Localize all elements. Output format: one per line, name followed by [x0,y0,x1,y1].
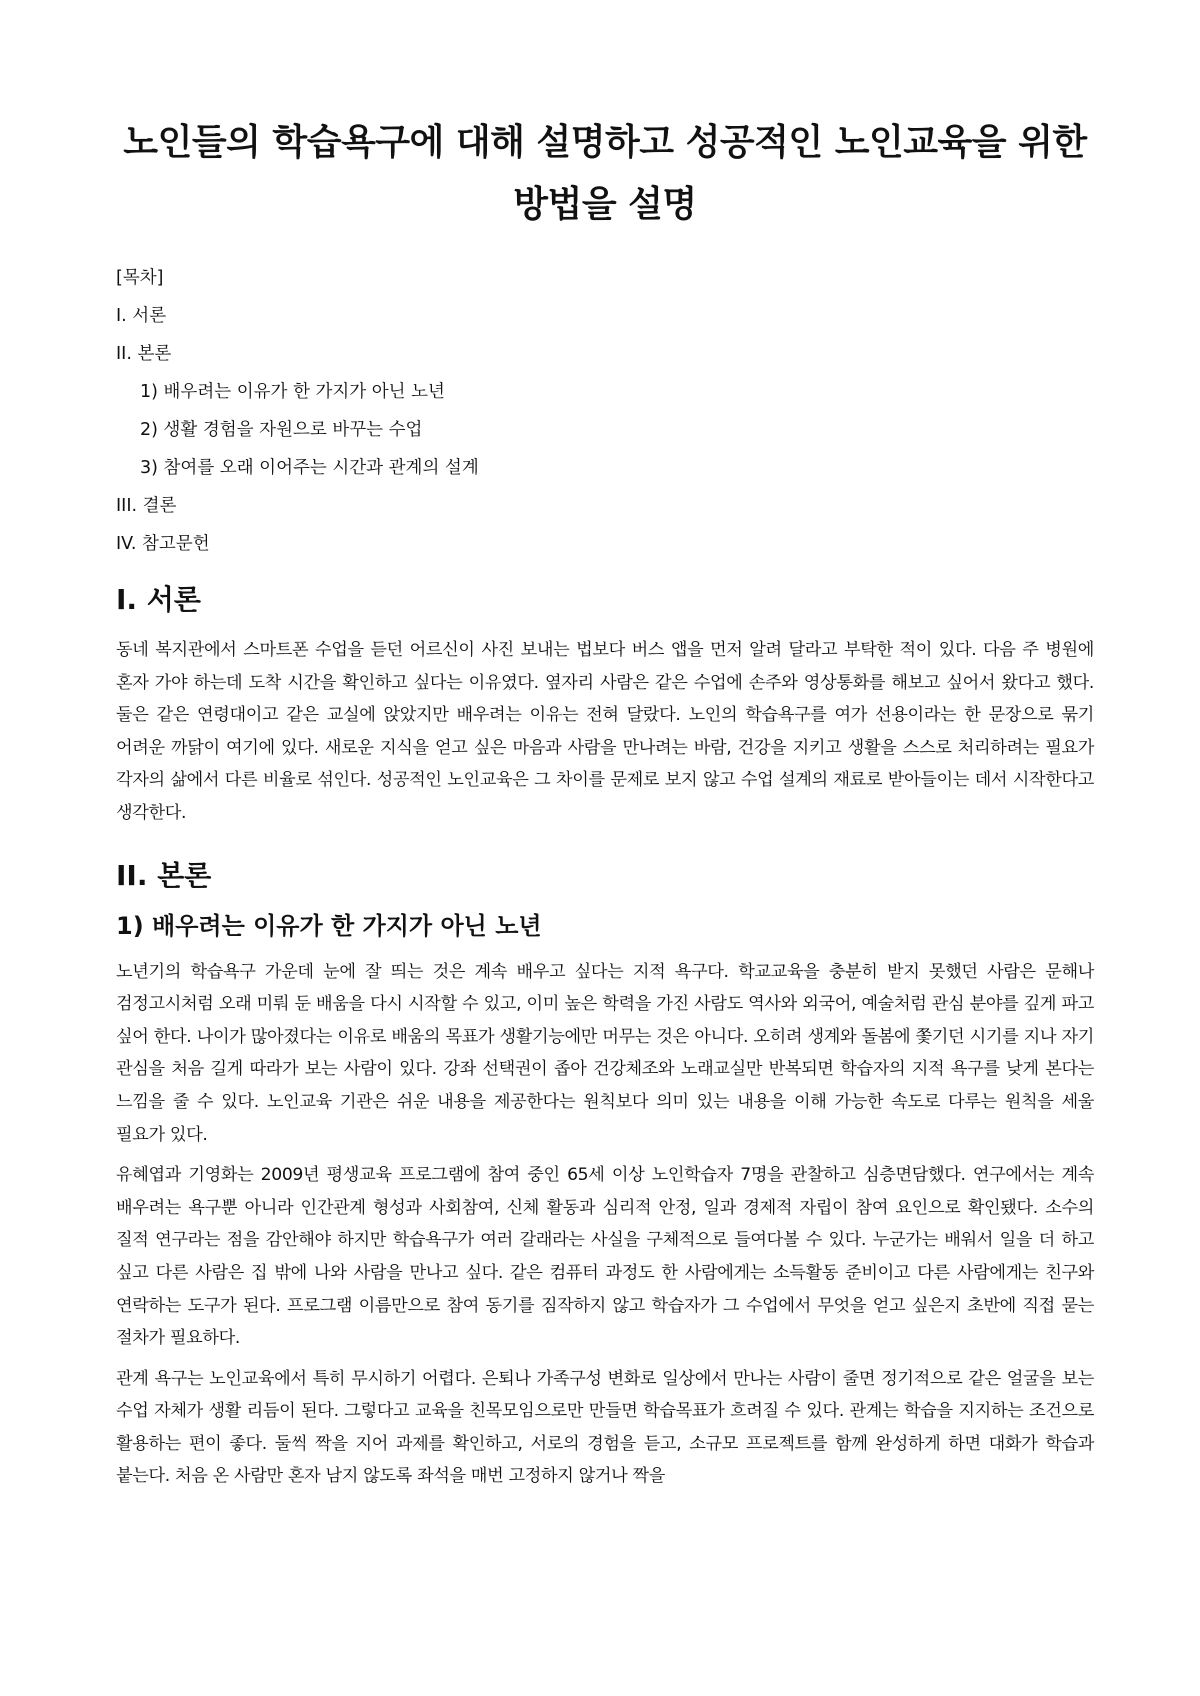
toc-item: I. 서론 [116,306,167,326]
document-page [116,112,1094,1501]
toc-subitem: 3) 참여를 오래 이어주는 시간과 관계의 설계 [140,458,479,478]
toc-heading: [목차] [116,268,164,288]
body-paragraph: 노년기의 학습욕구 가운데 눈에 잘 띄는 것은 계속 배우고 싶다는 지적 욕구다. 학교교육을 충분히 받지 못했던 사람은 문해나 검정고시처럼 오래 미뤄 둔 배움을 다시 시작할 수 있고, 이미 높은 학력을 가진 사람도 역사와 외국어, 예술처럼 관심 분야를 깊게 파고 싶어 한다. 나이가 많아졌다는 이유로 배움의 목표가 생활기능에만 머무는 것은 아니다. 오히려 생계와 돌봄에 쫓기던 시기를 지나 자기 관심을 처음 길게 따라가 보는 사람이 있다. 강좌 선택권이 좁아 건강체조와 노래교실만 반복되면 학습자의 지적 욕구를 낮게 본다는 느낌을 줄 수 있다. 노인교육 기관은 쉬운 내용을 제공한다는 원칙보다 의미 있는 내용을 이해 가능한 속도로 다루는 원칙을 세울 필요가 있다. [116,961,1094,1145]
toc-item: III. 결론 [116,496,177,516]
toc-subitem: 2) 생활 경험을 자원으로 바꾸는 수업 [140,420,423,440]
body-heading: II. 본론 [116,858,212,892]
intro-heading: I. 서론 [116,583,201,616]
body-subheading-1: 1) 배우려는 이유가 한 가지가 아닌 노년 [116,911,542,940]
intro-paragraph: 동네 복지관에서 스마트폰 수업을 듣던 어르신이 사진 보내는 법보다 버스 앱을 먼저 알려 달라고 부탁한 적이 있다. 다음 주 병원에 혼자 가야 하는데 도착 시간을 확인하고 싶다는 이유였다. 옆자리 사람은 같은 수업에 손주와 영상통화를 해보고 싶어서 왔다고 했다. 둘은 같은 연령대이고 같은 교실에 앉았지만 배우려는 이유는 전혀 달랐다. 노인의 학습욕구를 여가 선용이라는 한 문장으로 묶기 어려운 까닭이 여기에 있다. 새로운 지식을 얻고 싶은 마음과 사람을 만나려는 바람, 건강을 지키고 생활을 스스로 처리하려는 필요가 각자의 삶에서 다른 비율로 섞인다. 성공적인 노인교육은 그 차이를 문제로 보지 않고 수업 설계의 재료로 받아들이는 데서 시작한다고 생각한다. [116,640,1094,823]
toc-item: IV. 참고문헌 [116,534,210,554]
body-paragraph: 관계 욕구는 노인교육에서 특히 무시하기 어렵다. 은퇴나 가족구성 변화로 일상에서 만나는 사람이 줄면 정기적으로 같은 얼굴을 보는 수업 자체가 생활 리듬이 된다. 그렇다고 교육을 친목모임으로만 만들면 학습목표가 흐려질 수 있다. 관계는 학습을 지지하는 조건으로 활용하는 편이 좋다. 둘씩 짝을 지어 과제를 확인하고, 서로의 경험을 듣고, 소규모 프로젝트를 함께 완성하게 하면 대화가 학습과 붙는다. 처음 온 사람만 혼자 남지 않도록 좌석을 매번 고정하지 않거나 짝을 [116,1368,1094,1487]
table-of-contents [116,266,1094,556]
toc-item: II. 본론 [116,344,172,364]
body-paragraph: 유혜엽과 기영화는 2009년 평생교육 프로그램에 참여 중인 65세 이상 노인학습자 7명을 관찰하고 심층면담했다. 연구에서는 계속 배우려는 욕구뿐 아니라 인간관계 형성과 사회참여, 신체 활동과 심리적 안정, 일과 경제적 자립이 참여 요인으로 확인됐다. 소수의 질적 연구라는 점을 감안해야 하지만 학습욕구가 여러 갈래라는 사실을 구체적으로 들여다볼 수 있다. 누군가는 배워서 일을 더 하고 싶고 다른 사람은 집 밖에 나와 사람을 만나고 싶다. 같은 컴퓨터 과정도 한 사람에게는 소득활동 준비이고 다른 사람에게는 친구와 연락하는 도구가 된다. 프로그램 이름만으로 참여 동기를 짐작하지 않고 학습자가 그 수업에서 무엇을 얻고 싶은지 초반에 직접 묻는 절차가 필요하다. [116,1165,1094,1349]
toc-subitem: 1) 배우려는 이유가 한 가지가 아닌 노년 [140,382,445,402]
document-title: 노인들의 학습욕구에 대해 설명하고 성공적인 노인교육을 위한 방법을 설명 [123,122,1087,225]
